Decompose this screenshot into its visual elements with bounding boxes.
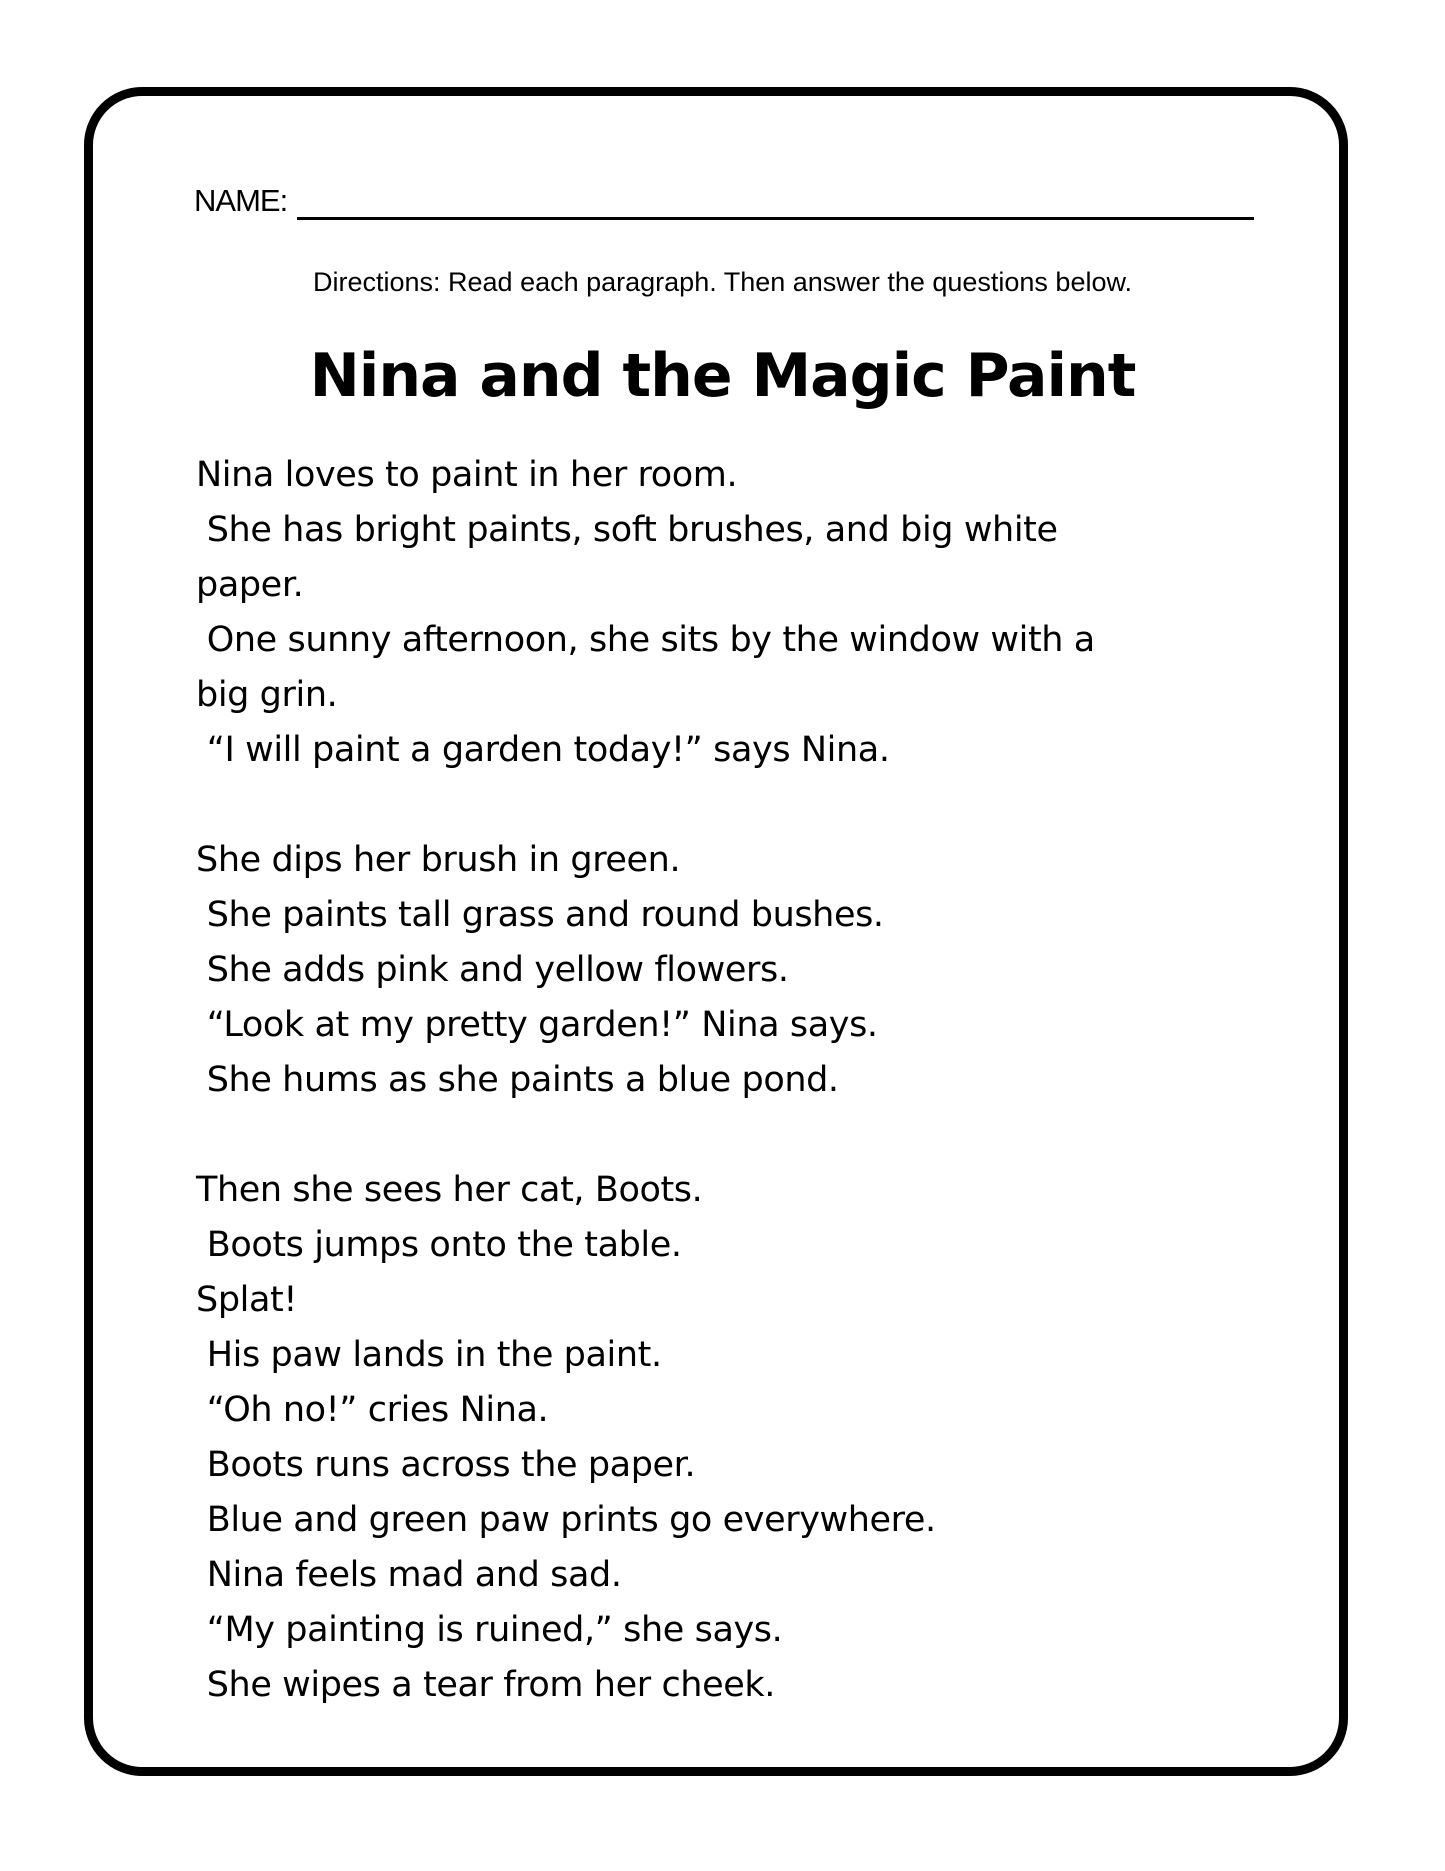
paragraph-gap — [196, 1108, 1246, 1163]
story-line: She adds pink and yellow flowers. — [196, 950, 789, 990]
story-paragraph-2 — [196, 833, 1246, 1108]
story-line: His paw lands in the paint. — [196, 1335, 662, 1375]
story-title: Nina and the Magic Paint — [309, 341, 1136, 411]
story-line: Boots runs across the paper. — [196, 1445, 696, 1485]
story-line: paper. — [196, 565, 304, 605]
story-line: Then she sees her cat, Boots. — [196, 1170, 703, 1210]
story-line: Splat! — [196, 1280, 297, 1320]
story-line: Blue and green paw prints go everywhere. — [196, 1500, 936, 1540]
story-line: She wipes a tear from her cheek. — [196, 1665, 775, 1705]
story-line: “My painting is ruined,” she says. — [196, 1610, 783, 1650]
story-line: She hums as she paints a blue pond. — [196, 1060, 839, 1100]
name-field-line[interactable] — [297, 177, 1254, 220]
paragraph-gap — [196, 778, 1246, 833]
story-line: Nina feels mad and sad. — [196, 1555, 622, 1595]
story-line: One sunny afternoon, she sits by the window with a — [196, 620, 1095, 660]
story-line: Boots jumps onto the table. — [196, 1225, 682, 1265]
name-row — [194, 176, 1254, 220]
name-label: NAME: — [194, 183, 288, 218]
story-line: big grin. — [196, 675, 338, 715]
story-paragraph-1 — [196, 448, 1246, 778]
story-line: “Oh no!” cries Nina. — [196, 1390, 549, 1430]
story-line: She paints tall grass and round bushes. — [196, 895, 884, 935]
story-body — [196, 448, 1246, 1713]
story-line: She dips her brush in green. — [196, 840, 681, 880]
directions-text: Directions: Read each paragraph. Then answer the questions below. — [312, 267, 1132, 297]
story-paragraph-3 — [196, 1163, 1246, 1713]
story-line: “Look at my pretty garden!” Nina says. — [196, 1005, 878, 1045]
story-line: “I will paint a garden today!” says Nina. — [196, 730, 890, 770]
story-line: She has bright paints, soft brushes, and big white — [196, 510, 1058, 550]
story-line: Nina loves to paint in her room. — [196, 455, 738, 495]
